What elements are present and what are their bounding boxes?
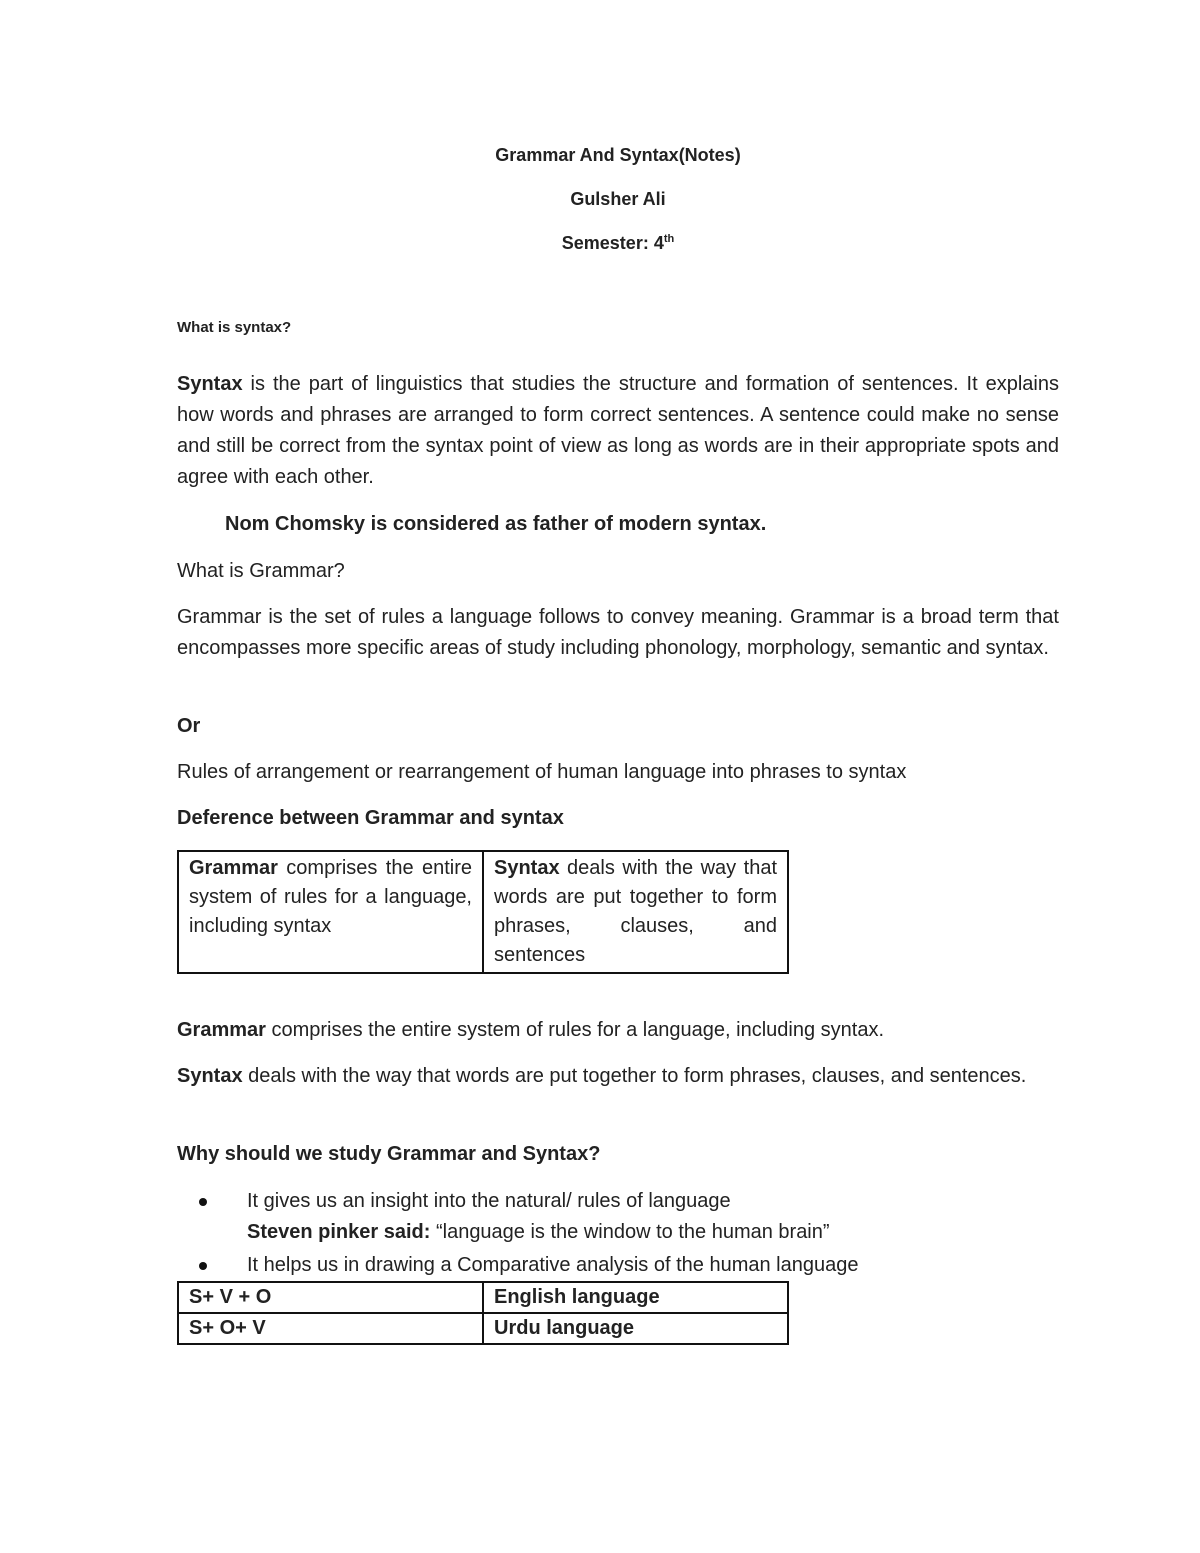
syntax-term: Syntax: [177, 373, 243, 395]
why-heading: Why should we study Grammar and Syntax?: [177, 1143, 601, 1165]
pinker-quote: [247, 1217, 1059, 1248]
syntax-summary-term: Syntax: [177, 1065, 243, 1087]
word-order-cell: S+ V + O: [178, 1282, 483, 1313]
language-cell: Urdu language: [483, 1313, 788, 1344]
syntax-summary: [177, 1061, 1059, 1092]
pinker-quote-text: “language is the window to the human brain”: [430, 1221, 830, 1243]
grammar-summary: [177, 1015, 1059, 1046]
table-row: [178, 851, 788, 973]
grammar-alt-definition: Rules of arrangement or rearrangement of human language into phrases to syntax: [177, 761, 907, 783]
document-title: Grammar And Syntax(Notes): [495, 145, 741, 165]
semester-superscript: th: [663, 233, 675, 245]
grammar-summary-text: comprises the entire system of rules for a language, including syntax.: [265, 1019, 885, 1041]
syntax-heading: What is syntax?: [177, 319, 292, 336]
word-order-cell: S+ O+ V: [178, 1313, 483, 1344]
grammar-cell-text: comprises the entire system of rules for a language, including syntax: [189, 857, 472, 937]
difference-heading: Deference between Grammar and syntax: [177, 807, 564, 829]
syntax-summary-text: deals with the way that words are put together to form phrases, clauses, and sentences.: [242, 1065, 1027, 1087]
syntax-cell: [483, 851, 788, 973]
grammar-definition: Grammar is the set of rules a language follows to convey meaning. Grammar is a broad term that encompasses more specific areas of study including phonology, morphology, semantic and syntax.: [177, 606, 1059, 659]
bullet-icon: [199, 1262, 207, 1270]
syntax-cell-text: deals with the way that words are put together to form phrases, clauses, and sentences: [494, 857, 777, 966]
semester-line: [0, 233, 1200, 254]
table-row: [178, 1282, 788, 1313]
author-name: Gulsher Ali: [570, 189, 666, 209]
grammar-heading: What is Grammar?: [177, 560, 345, 582]
pinker-quote-label: Steven pinker said:: [247, 1221, 431, 1243]
bullet-insight: It gives us an insight into the natural/ rules of language: [247, 1190, 731, 1212]
grammar-summary-term: Grammar: [177, 1019, 266, 1041]
syntax-definition: [177, 369, 1059, 493]
word-order-table: [177, 1281, 789, 1345]
bullet-icon: [199, 1198, 207, 1206]
chomsky-note: Nom Chomsky is considered as father of modern syntax.: [225, 513, 767, 535]
syntax-definition-text: is the part of linguistics that studies the structure and formation of sentences. It explains how words and phrases are arranged to form correct sentences. A sentence could make no sense and still be correct from the syntax point of view as long as words are in their appropriate spots and agree with each other.: [177, 373, 1059, 488]
bullet-comparative: It helps us in drawing a Comparative analysis of the human language: [247, 1254, 859, 1276]
grammar-cell: [178, 851, 483, 973]
language-cell: English language: [483, 1282, 788, 1313]
syntax-cell-term: Syntax: [494, 857, 560, 879]
grammar-cell-term: Grammar: [189, 857, 278, 879]
table-row: [178, 1313, 788, 1344]
difference-table: [177, 850, 789, 974]
or-label: Or: [177, 715, 201, 737]
semester-label: Semester: 4: [561, 233, 664, 253]
